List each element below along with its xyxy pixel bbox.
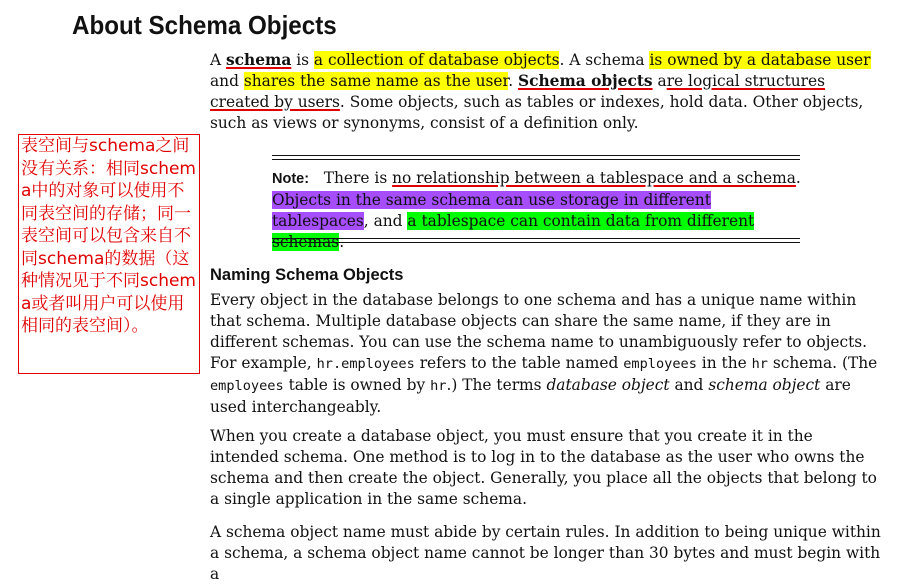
highlight-owned: is owned by a database user xyxy=(649,51,871,69)
note-text: Note: There is no relationship between a tablespace and a schema. Objects in the same schema can use storage in different tablespaces, and a tablespace can contain data from different schemas. xyxy=(272,169,801,251)
term-schema-objects: Schema objects xyxy=(517,72,653,90)
note-bottom-rule-2 xyxy=(272,242,800,243)
annotation-note-box: 表空间与schema之间没有关系：相同schema中的对象可以使用不同表空间的存储；同一表空间可以包含来自不同schema的数据（这种情况见于不同schema或者叫用户可以使用相同的表空间）。 xyxy=(18,134,200,374)
note-top-rule xyxy=(272,155,800,156)
naming-paragraph: Every object in the database belongs to one schema and has a unique name within that schema. Multiple database objects can share the same name, if they are in different schemas. You can use the schema name to unambiguously refer to objects. For example, hr.employees refers to the table named employees in the hr schema. (The employees table is owned by hr.) The terms database object and schema object are used interchangeably. xyxy=(210,291,878,416)
note-box xyxy=(272,155,801,251)
highlight-tablespace-data: a tablespace can contain data from different schemas xyxy=(272,212,755,251)
page-title: About Schema Objects xyxy=(72,10,337,40)
section-heading: Naming Schema Objects xyxy=(210,266,404,284)
create-object-paragraph: When you create a database object, you must ensure that you create it in the intended schema. One method is to log in to the database as the user who owns the schema and then create the object. Generally, you place all the objects that belong to a single application in the same schema. xyxy=(210,427,877,508)
highlight-shares-name: shares the same name as the user xyxy=(243,72,509,90)
intro-paragraph: A schema is a collection of database objects. A schema is owned by a database user and shares the same name as the user. Schema objects are logical structures created by users. Some objects, such as tables or indexes, hold data. Other objects, such as views or synonyms, consist of a definition only. xyxy=(210,51,871,132)
note-label: Note: xyxy=(272,171,310,187)
highlight-collection: a collection of database objects xyxy=(313,51,560,69)
term-schema: schema xyxy=(226,51,292,69)
underline-no-relationship: no relationship between a tablespace and a schema xyxy=(392,169,796,187)
note-top-rule-2 xyxy=(272,159,800,160)
naming-rules-paragraph: A schema object name must abide by certain rules. In addition to being unique within a schema, a schema object name cannot be longer than 30 bytes and must begin with a xyxy=(210,523,881,583)
underline-logical-structures: re logical structures created by users xyxy=(210,72,826,111)
note-bottom-rule xyxy=(272,238,800,239)
highlight-storage: Objects in the same schema can use storage in different tablespaces xyxy=(272,191,711,230)
